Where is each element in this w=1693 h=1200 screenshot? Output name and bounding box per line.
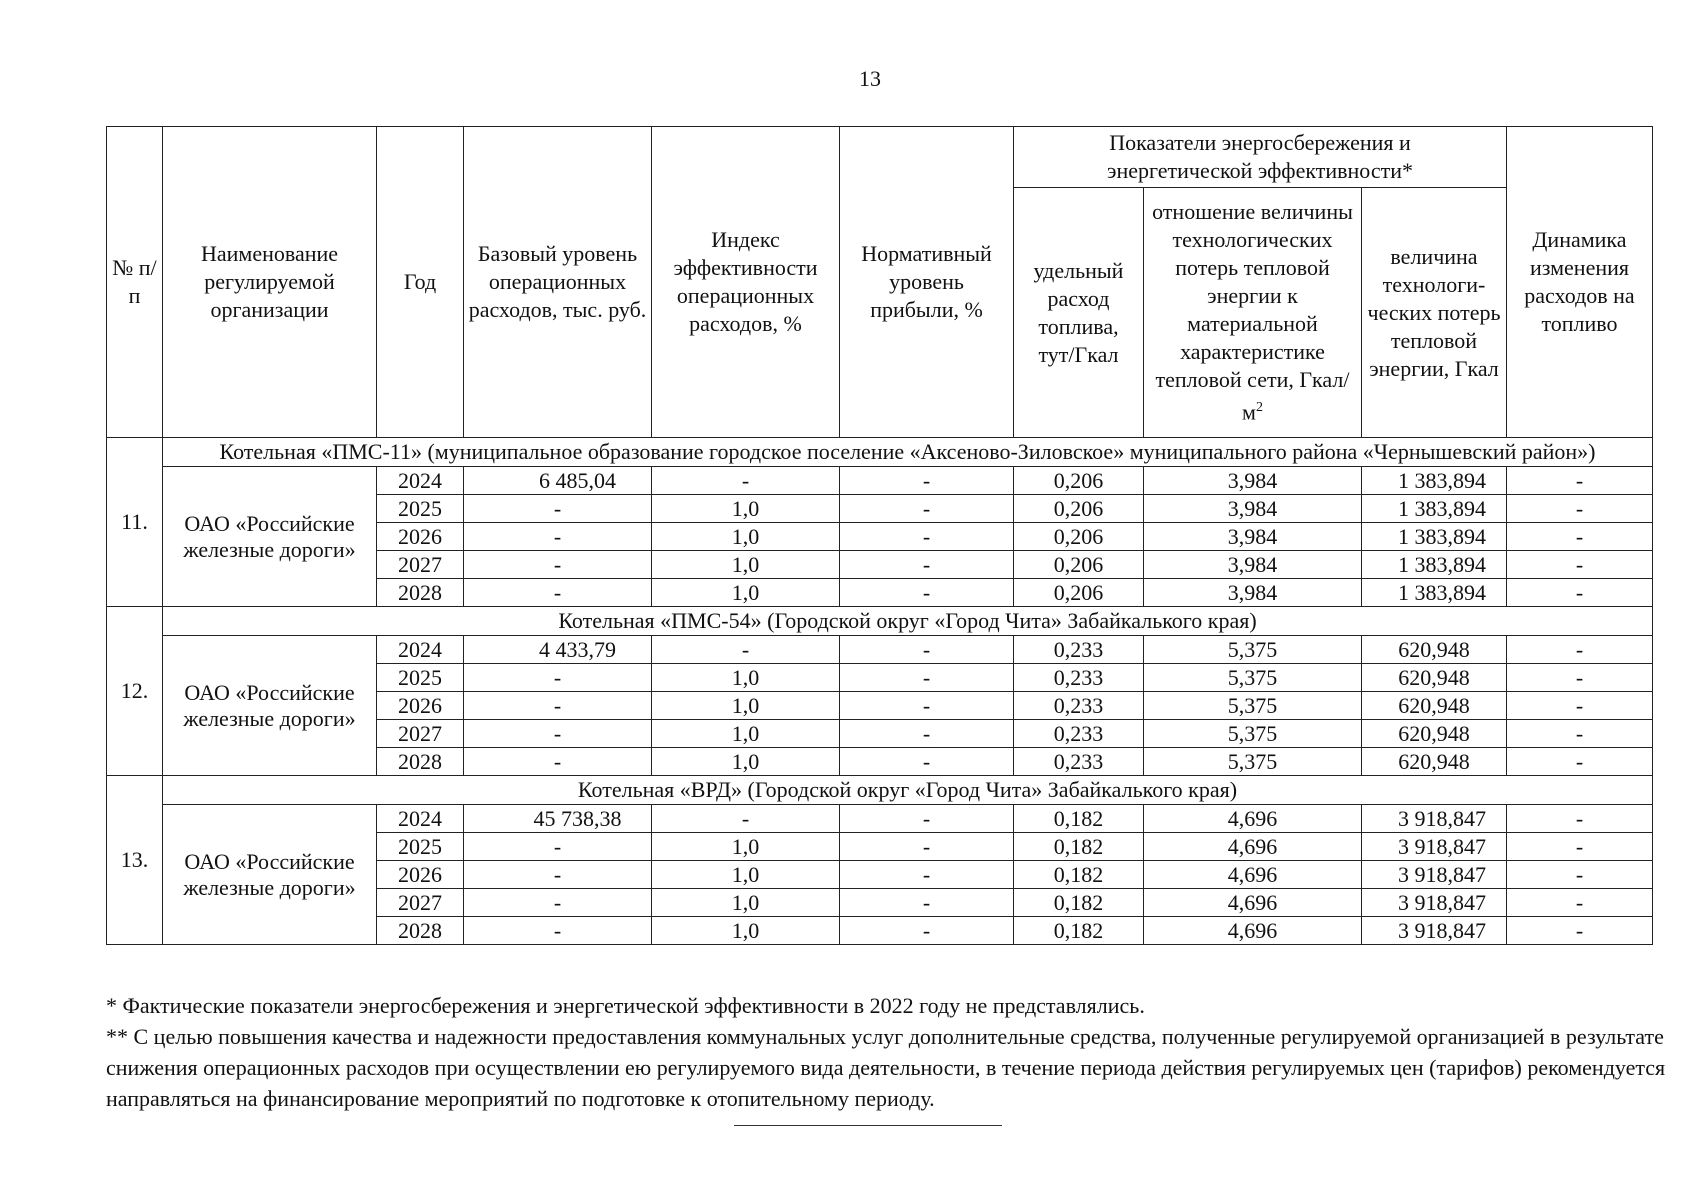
header-loss-ratio-text: отношение величины технологических потерь тепловой энергии к материальной характеристике тепловой сети, Гкал/м xyxy=(1152,199,1353,425)
efficiency-index-cell: - xyxy=(652,805,840,833)
loss-ratio-cell: 4,696 xyxy=(1144,889,1362,917)
losses-cell: 1 383,894 xyxy=(1362,523,1507,551)
org-name: ОАО «Российские железные дороги» xyxy=(163,805,377,945)
fuel-cell: 0,182 xyxy=(1014,805,1144,833)
efficiency-index-cell: 1,0 xyxy=(652,748,840,776)
dynamics-cell: - xyxy=(1507,861,1653,889)
header-efficiency-index: Индекс эффективности операционных расходов, % xyxy=(652,127,840,438)
page-number: 13 xyxy=(859,66,881,91)
fuel-cell: 0,182 xyxy=(1014,917,1144,945)
fuel-cell: 0,233 xyxy=(1014,720,1144,748)
loss-ratio-cell: 5,375 xyxy=(1144,636,1362,664)
header-losses: величина технологи-ческих потерь тепловой энергии, Гкал xyxy=(1362,188,1507,438)
loss-ratio-cell: 3,984 xyxy=(1144,551,1362,579)
header-fuel: удельный расход топлива, тут/Гкал xyxy=(1014,188,1144,438)
group-title: Котельная «ПМС-54» (Городской округ «Город Чита» Забайкалького края) xyxy=(163,607,1653,636)
efficiency-index-cell: 1,0 xyxy=(652,861,840,889)
dynamics-cell: - xyxy=(1507,917,1653,945)
losses-cell: 1 383,894 xyxy=(1362,551,1507,579)
losses-cell: 1 383,894 xyxy=(1362,579,1507,607)
loss-ratio-cell: 5,375 xyxy=(1144,720,1362,748)
fuel-cell: 0,233 xyxy=(1014,748,1144,776)
losses-cell: 620,948 xyxy=(1362,636,1507,664)
loss-ratio-cell: 3,984 xyxy=(1144,523,1362,551)
group-number: 13. xyxy=(107,776,163,945)
losses-cell: 3 918,847 xyxy=(1362,889,1507,917)
profit-cell: - xyxy=(840,917,1014,945)
losses-cell: 1 383,894 xyxy=(1362,467,1507,495)
year-cell: 2028 xyxy=(377,917,464,945)
year-cell: 2024 xyxy=(377,636,464,664)
base-opex-cell: - xyxy=(464,889,652,917)
efficiency-index-cell: 1,0 xyxy=(652,720,840,748)
year-cell: 2026 xyxy=(377,523,464,551)
fuel-cell: 0,206 xyxy=(1014,523,1144,551)
base-opex-cell: - xyxy=(464,748,652,776)
fuel-cell: 0,233 xyxy=(1014,664,1144,692)
losses-cell: 3 918,847 xyxy=(1362,833,1507,861)
org-name: ОАО «Российские железные дороги» xyxy=(163,636,377,776)
header-base-opex: Базовый уровень операционных расходов, тыс. руб. xyxy=(464,127,652,438)
base-opex-cell: 45 738,38 xyxy=(464,805,652,833)
table-header xyxy=(107,127,1653,438)
dynamics-cell: - xyxy=(1507,467,1653,495)
footnote-1: * Фактические показатели энергосбережения и энергетической эффективности в 2022 году не представлялись. xyxy=(106,993,1145,1018)
dynamics-cell: - xyxy=(1507,664,1653,692)
year-cell: 2024 xyxy=(377,805,464,833)
dynamics-cell: - xyxy=(1507,692,1653,720)
profit-cell: - xyxy=(840,692,1014,720)
loss-ratio-cell: 3,984 xyxy=(1144,579,1362,607)
base-opex-cell: - xyxy=(464,523,652,551)
loss-ratio-cell: 5,375 xyxy=(1144,748,1362,776)
efficiency-index-cell: - xyxy=(652,467,840,495)
profit-cell: - xyxy=(840,861,1014,889)
base-opex-cell: - xyxy=(464,551,652,579)
profit-cell: - xyxy=(840,889,1014,917)
dynamics-cell: - xyxy=(1507,805,1653,833)
loss-ratio-cell: 4,696 xyxy=(1144,833,1362,861)
group-title-row xyxy=(107,438,1653,467)
year-cell: 2025 xyxy=(377,833,464,861)
year-cell: 2024 xyxy=(377,467,464,495)
fuel-cell: 0,206 xyxy=(1014,467,1144,495)
table-body xyxy=(107,438,1653,945)
footnote-2: ** С целью повышения качества и надежности предоставления коммунальных услуг дополнительные средства, полученные регулируемой организацией в результате снижения операционных расходов при осуществлении ею регулируемого вида деятельности, в течение периода действия регулируемых цен (тарифов) рекомендуется направляться на финансирование мероприятий по подготовке к отопительному периоду. xyxy=(106,1024,1666,1111)
efficiency-index-cell: - xyxy=(652,636,840,664)
group-title-row xyxy=(107,607,1653,636)
fuel-cell: 0,182 xyxy=(1014,861,1144,889)
profit-cell: - xyxy=(840,636,1014,664)
base-opex-cell: - xyxy=(464,720,652,748)
end-divider xyxy=(734,1125,1002,1126)
losses-cell: 3 918,847 xyxy=(1362,861,1507,889)
group-title: Котельная «ПМС-11» (муниципальное образование городское поселение «Аксеново-Зиловское» муниципального района «Чернышевский район») xyxy=(163,438,1653,467)
base-opex-cell: 6 485,04 xyxy=(464,467,652,495)
base-opex-cell: - xyxy=(464,917,652,945)
profit-cell: - xyxy=(840,720,1014,748)
profit-cell: - xyxy=(840,805,1014,833)
dynamics-cell: - xyxy=(1507,889,1653,917)
loss-ratio-cell: 3,984 xyxy=(1144,467,1362,495)
losses-cell: 620,948 xyxy=(1362,664,1507,692)
year-cell: 2028 xyxy=(377,748,464,776)
losses-cell: 620,948 xyxy=(1362,720,1507,748)
tariff-table xyxy=(106,126,1653,945)
table-row xyxy=(107,467,1653,495)
year-cell: 2027 xyxy=(377,720,464,748)
year-cell: 2027 xyxy=(377,551,464,579)
base-opex-cell: - xyxy=(464,692,652,720)
loss-ratio-cell: 5,375 xyxy=(1144,664,1362,692)
fuel-cell: 0,182 xyxy=(1014,833,1144,861)
group-title-row xyxy=(107,776,1653,805)
year-cell: 2026 xyxy=(377,692,464,720)
loss-ratio-cell: 3,984 xyxy=(1144,495,1362,523)
header-profit: Нормативный уровень прибыли, % xyxy=(840,127,1014,438)
header-year: Год xyxy=(377,127,464,438)
profit-cell: - xyxy=(840,523,1014,551)
profit-cell: - xyxy=(840,748,1014,776)
header-dynamics: Динамика изменения расходов на топливо xyxy=(1507,127,1653,438)
base-opex-cell: 4 433,79 xyxy=(464,636,652,664)
losses-cell: 3 918,847 xyxy=(1362,805,1507,833)
year-cell: 2025 xyxy=(377,664,464,692)
footnotes xyxy=(106,990,1666,1114)
fuel-cell: 0,206 xyxy=(1014,495,1144,523)
losses-cell: 1 383,894 xyxy=(1362,495,1507,523)
base-opex-cell: - xyxy=(464,579,652,607)
efficiency-index-cell: 1,0 xyxy=(652,889,840,917)
base-opex-cell: - xyxy=(464,495,652,523)
losses-cell: 620,948 xyxy=(1362,748,1507,776)
profit-cell: - xyxy=(840,551,1014,579)
org-name: ОАО «Российские железные дороги» xyxy=(163,467,377,607)
efficiency-index-cell: 1,0 xyxy=(652,664,840,692)
losses-cell: 620,948 xyxy=(1362,692,1507,720)
profit-cell: - xyxy=(840,495,1014,523)
profit-cell: - xyxy=(840,467,1014,495)
header-org: Наименование регулируемой организации xyxy=(163,127,377,438)
year-cell: 2025 xyxy=(377,495,464,523)
dynamics-cell: - xyxy=(1507,579,1653,607)
dynamics-cell: - xyxy=(1507,495,1653,523)
year-cell: 2027 xyxy=(377,889,464,917)
table-row xyxy=(107,805,1653,833)
fuel-cell: 0,233 xyxy=(1014,636,1144,664)
loss-ratio-cell: 4,696 xyxy=(1144,917,1362,945)
profit-cell: - xyxy=(840,664,1014,692)
losses-cell: 3 918,847 xyxy=(1362,917,1507,945)
efficiency-index-cell: 1,0 xyxy=(652,523,840,551)
profit-cell: - xyxy=(840,833,1014,861)
base-opex-cell: - xyxy=(464,664,652,692)
fuel-cell: 0,182 xyxy=(1014,889,1144,917)
dynamics-cell: - xyxy=(1507,636,1653,664)
header-loss-ratio xyxy=(1144,188,1362,438)
profit-cell: - xyxy=(840,579,1014,607)
table-row xyxy=(107,636,1653,664)
loss-ratio-cell: 4,696 xyxy=(1144,861,1362,889)
base-opex-cell: - xyxy=(464,861,652,889)
efficiency-index-cell: 1,0 xyxy=(652,833,840,861)
efficiency-index-cell: 1,0 xyxy=(652,917,840,945)
efficiency-index-cell: 1,0 xyxy=(652,551,840,579)
group-number: 11. xyxy=(107,438,163,607)
dynamics-cell: - xyxy=(1507,523,1653,551)
fuel-cell: 0,206 xyxy=(1014,551,1144,579)
header-num: № п/п xyxy=(107,127,163,438)
base-opex-cell: - xyxy=(464,833,652,861)
header-energy-group: Показатели энергосбережения и энергетической эффективности* xyxy=(1014,127,1507,188)
dynamics-cell: - xyxy=(1507,551,1653,579)
loss-ratio-cell: 5,375 xyxy=(1144,692,1362,720)
loss-ratio-cell: 4,696 xyxy=(1144,805,1362,833)
dynamics-cell: - xyxy=(1507,720,1653,748)
fuel-cell: 0,206 xyxy=(1014,579,1144,607)
year-cell: 2028 xyxy=(377,579,464,607)
efficiency-index-cell: 1,0 xyxy=(652,692,840,720)
header-loss-ratio-sup: 2 xyxy=(1255,400,1263,416)
group-number: 12. xyxy=(107,607,163,776)
efficiency-index-cell: 1,0 xyxy=(652,495,840,523)
year-cell: 2026 xyxy=(377,861,464,889)
dynamics-cell: - xyxy=(1507,748,1653,776)
group-title: Котельная «ВРД» (Городской округ «Город Чита» Забайкалького края) xyxy=(163,776,1653,805)
efficiency-index-cell: 1,0 xyxy=(652,579,840,607)
fuel-cell: 0,233 xyxy=(1014,692,1144,720)
dynamics-cell: - xyxy=(1507,833,1653,861)
